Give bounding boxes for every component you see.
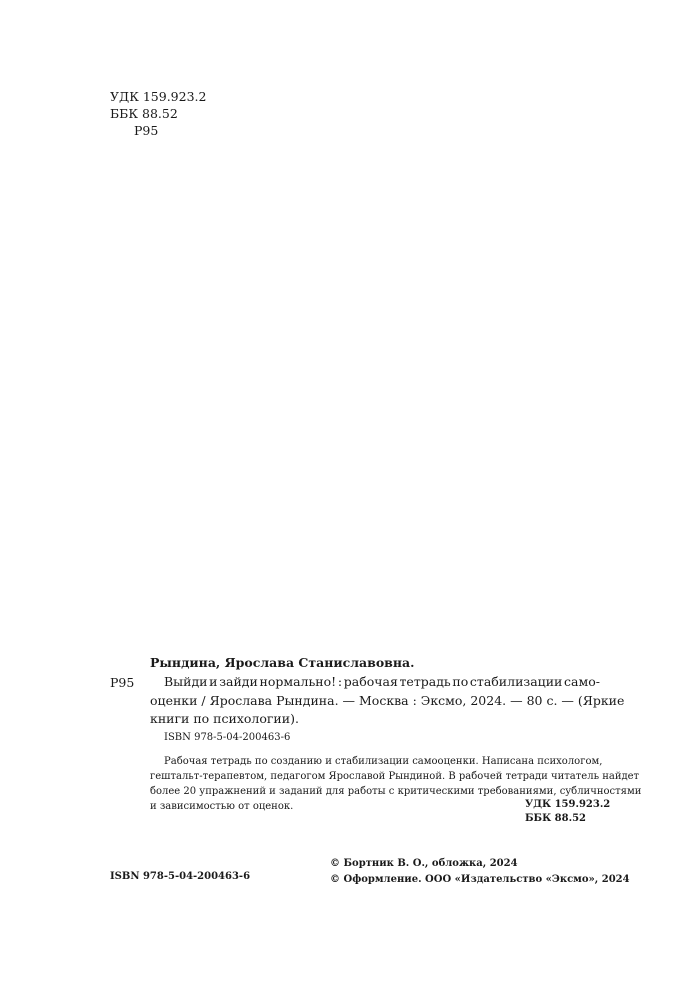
annotation-line-3: более 20 упражнений и заданий для работы с критическими требованиями, субличностями xyxy=(150,786,642,797)
copyright-block xyxy=(330,856,630,887)
copyright-cover: © Бортник В. О., обложка, 2024 xyxy=(330,858,518,869)
udk-code: УДК 159.923.2 xyxy=(110,89,207,104)
description-line-2: оценки / Ярослава Рындина. — Москва : Эксмо, 2024. — 80 с. — (Яркие xyxy=(150,692,625,708)
annotation-line-2: гештальт-терапевтом, педагогом Ярославой Рындиной. В рабочей тетради читатель найдет xyxy=(150,771,640,782)
bbk-code-bottom: ББК 88.52 xyxy=(525,813,586,824)
record-cutter: Р95 xyxy=(110,675,135,690)
bbk-code: ББК 88.52 xyxy=(110,106,178,121)
record-description xyxy=(150,673,625,729)
annotation-line-1: Рабочая тетрадь по созданию и стабилизации самооценки. Написана психологом, xyxy=(164,756,603,767)
classification-block xyxy=(110,88,206,139)
record-isbn: ISBN 978-5-04-200463-6 xyxy=(164,732,291,743)
description-line-3: книги по психологии). xyxy=(150,711,299,726)
copyright-design: © Оформление. ООО «Издательство «Эксмо», 2024 xyxy=(330,873,630,885)
isbn-bottom: ISBN 978-5-04-200463-6 xyxy=(110,871,251,882)
classification-block-bottom xyxy=(525,798,610,826)
cutter-code: Р95 xyxy=(134,123,159,138)
annotation-line-4: и зависимостью от оценок. xyxy=(150,801,294,812)
record-author: Рындина, Ярослава Станиславовна. xyxy=(150,655,415,670)
udk-code-bottom: УДК 159.923.2 xyxy=(525,799,611,810)
description-line-1: Выйди и зайди нормально! : рабочая тетрадь по стабилизации само- xyxy=(164,674,600,689)
